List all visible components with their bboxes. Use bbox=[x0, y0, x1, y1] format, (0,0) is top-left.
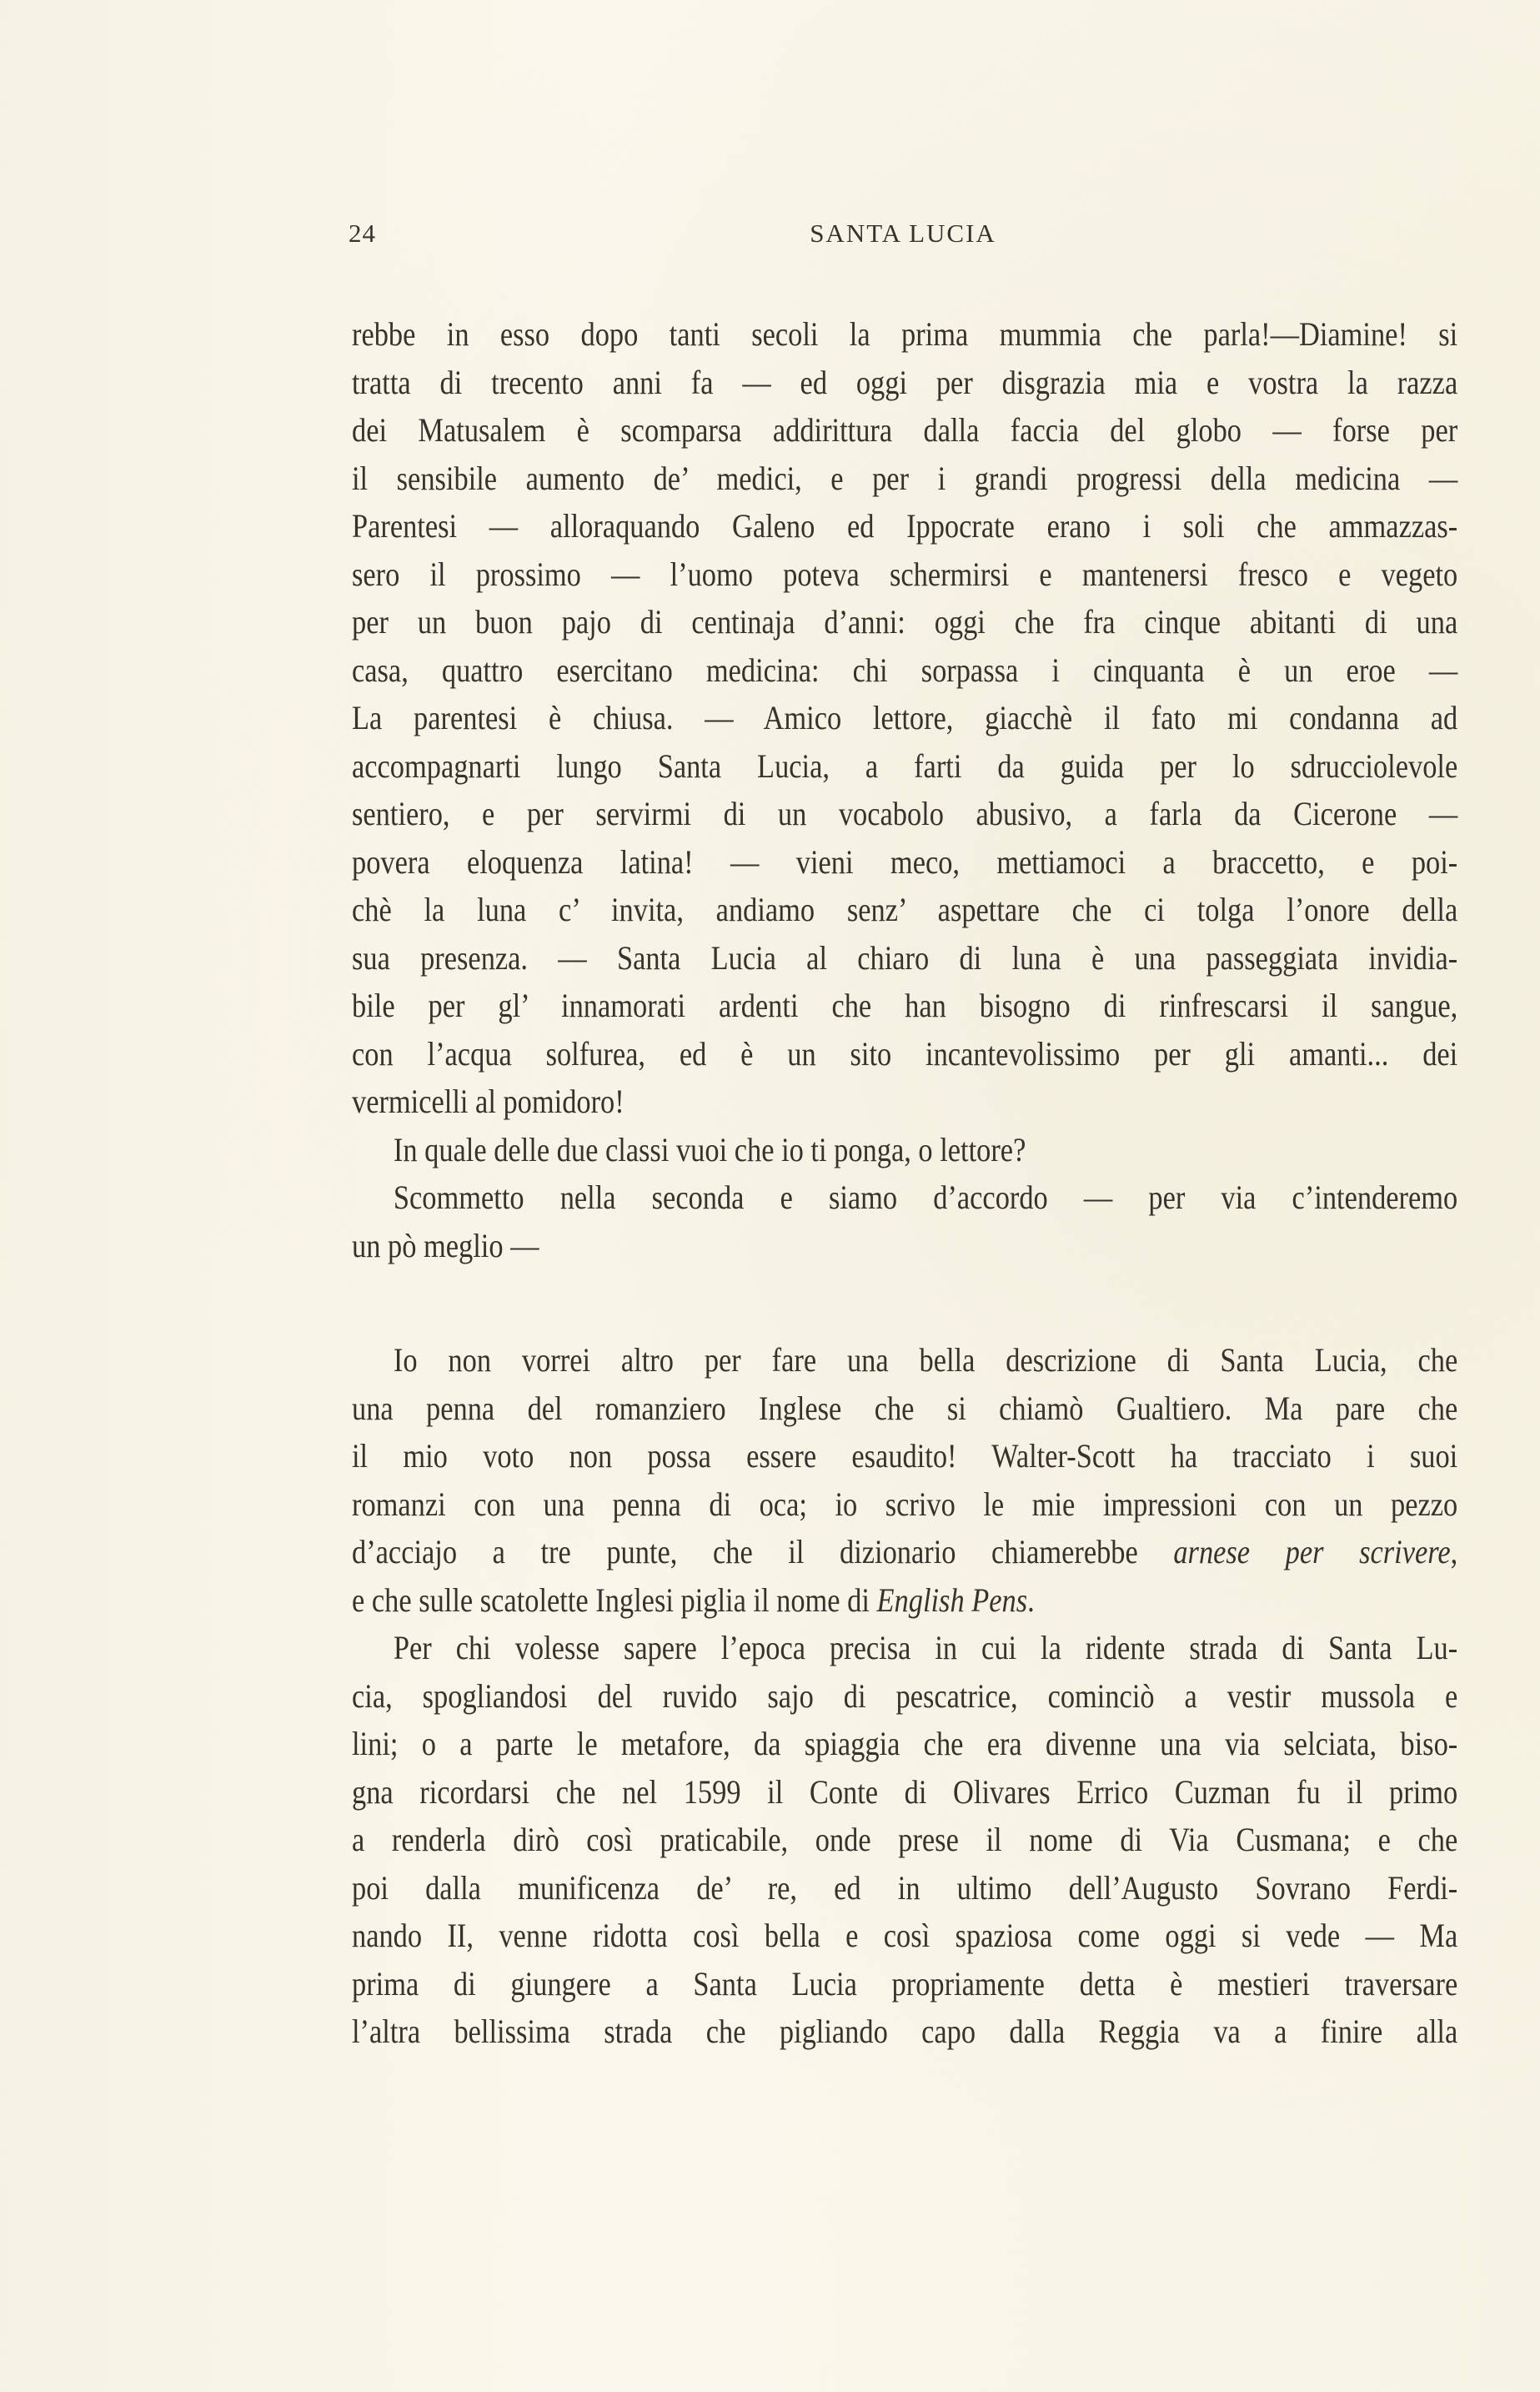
text-line: chè la luna c’ invita, andiamo senz’ aspettare che ci tolga l’onore della bbox=[352, 891, 1458, 928]
page-number: 24 bbox=[349, 219, 376, 248]
text-line: vermicelli al pomidoro! bbox=[352, 1083, 625, 1120]
text-line: rebbe in esso dopo tanti secoli la prima mummia che parla!—Diamine! si bbox=[352, 315, 1458, 353]
text-line: dei Matusalem è scomparsa addirittura dalla faccia del globo — forse per bbox=[352, 411, 1458, 449]
text-line: bile per gl’ innamorati ardenti che han bisogno di rinfrescarsi il sangue, bbox=[352, 987, 1458, 1024]
text-line: romanzi con una penna di oca; io scrivo le mie impressioni con un pezzo bbox=[352, 1485, 1458, 1523]
paragraph-1 bbox=[352, 310, 1457, 1126]
text-line: il sensibile aumento de’ medici, e per i grandi progressi della medicina — bbox=[352, 459, 1458, 497]
paragraph-3 bbox=[352, 1173, 1457, 1269]
text-line: sua presenza. — Santa Lucia al chiaro di luna è una passeggiata invidia- bbox=[352, 938, 1458, 977]
text-line: In quale delle due classi vuoi che io ti ponga, o lettore? bbox=[393, 1130, 1026, 1168]
text-line: La parentesi è chiusa. — Amico lettore, giacchè il fato mi condanna ad bbox=[352, 699, 1458, 736]
text-line: d’acciajo a tre punte, che il dizionario chiamerebbe arnese per scrivere, bbox=[352, 1533, 1458, 1570]
text-line: Scommetto nella seconda e siamo d’accordo — per via c’intenderemo bbox=[393, 1178, 1458, 1216]
body-text bbox=[352, 310, 1457, 2056]
text-line: una penna del romanziero Inglese che si chiamò Gualtiero. Ma pare che bbox=[352, 1389, 1458, 1427]
text-line: sero il prossimo — l’uomo poteva schermirsi e mantenersi fresco e vegeto bbox=[352, 555, 1458, 593]
text-line: l’altra bellissima strada che pigliando capo dalla Reggia va a finire alla bbox=[352, 2013, 1458, 2050]
paragraph-4 bbox=[352, 1336, 1457, 1624]
italic-term: arnese per scrivere bbox=[1173, 1533, 1451, 1570]
section-gap bbox=[352, 1269, 1457, 1336]
text-line: un pò meglio — bbox=[352, 1226, 539, 1264]
text-line: cia, spogliandosi del ruvido sajo di pescatrice, cominciò a vestir mussola e bbox=[352, 1676, 1458, 1715]
text-line: per un buon pajo di centinaja d’anni: oggi che fra cinque abitanti di una bbox=[352, 603, 1458, 641]
text-line: il mio voto non possa essere esaudito! Walter-Scott ha tracciato i suoi bbox=[352, 1437, 1458, 1475]
italic-term: English Pens bbox=[876, 1580, 1028, 1619]
text-line: lini; o a parte le metafore, da spiaggia che era divenne una via selciata, biso- bbox=[352, 1725, 1458, 1762]
paragraph-2 bbox=[352, 1126, 1457, 1174]
text-line: nando II, venne ridotta così bella e così spaziosa come oggi si vede — Ma bbox=[352, 1917, 1458, 1954]
running-title: SANTA LUCIA bbox=[810, 219, 996, 248]
running-head bbox=[349, 219, 1457, 260]
text-line: e che sulle scatolette Inglesi piglia il nome di English Pens. bbox=[352, 1580, 1035, 1619]
text-line: tratta di trecento anni fa — ed oggi per disgrazia mia e vostra la razza bbox=[352, 363, 1458, 401]
text-line: casa, quattro esercitano medicina: chi sorpassa i cinquanta è un eroe — bbox=[352, 651, 1458, 689]
text-line: gna ricordarsi che nel 1599 il Conte di Olivares Errico Cuzman fu il primo bbox=[352, 1772, 1458, 1811]
text-line: Io non vorrei altro per fare una bella descrizione di Santa Lucia, che bbox=[393, 1341, 1458, 1379]
text-line: povera eloquenza latina! — vieni meco, mettiamoci a braccetto, e poi- bbox=[352, 842, 1458, 881]
text-line: accompagnarti lungo Santa Lucia, a farti da guida per lo sdrucciolevole bbox=[352, 746, 1458, 785]
text-line: Per chi volesse sapere l’epoca precisa in cui la ridente strada di Santa Lu- bbox=[393, 1629, 1458, 1666]
text-line: con l’acqua solfurea, ed è un sito incantevolissimo per gli amanti... dei bbox=[352, 1034, 1458, 1073]
text-line: poi dalla munificenza de’ re, ed in ultimo dell’Augusto Sovrano Ferdi- bbox=[352, 1868, 1458, 1907]
paragraph-5 bbox=[352, 1624, 1457, 2056]
text-line: prima di giungere a Santa Lucia propriamente detta è mestieri traversare bbox=[352, 1964, 1458, 2003]
text-line: a renderla dirò così praticabile, onde prese il nome di Via Cusmana; e che bbox=[352, 1821, 1458, 1858]
text-line: Parentesi — alloraquando Galeno ed Ippocrate erano i soli che ammazzas- bbox=[352, 507, 1458, 545]
text-line: sentiero, e per servirmi di un vocabolo abusivo, a farla da Cicerone — bbox=[352, 795, 1458, 832]
